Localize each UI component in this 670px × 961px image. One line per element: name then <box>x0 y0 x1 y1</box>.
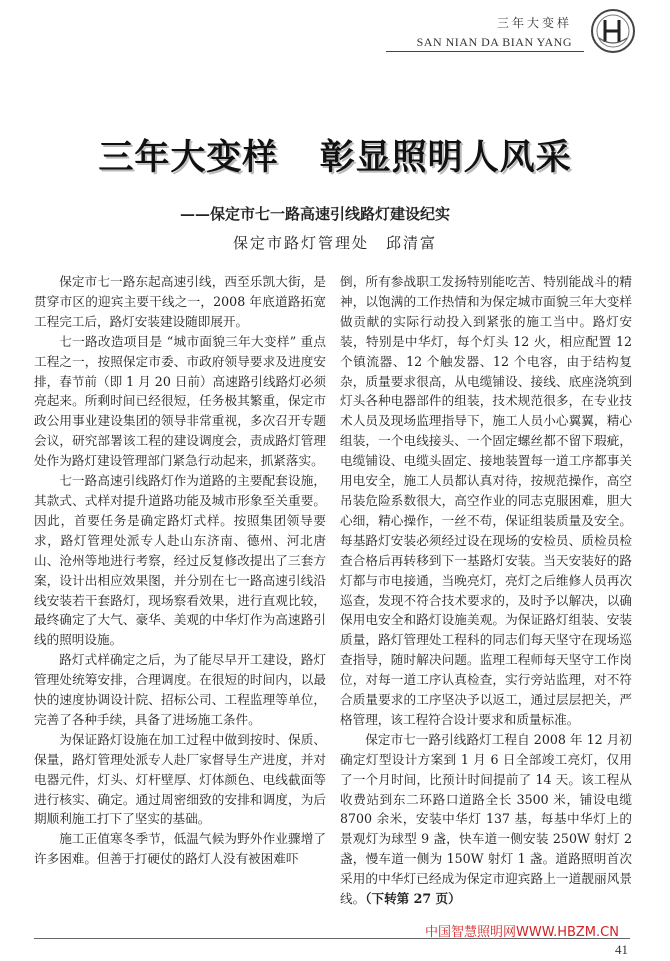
paragraph: 七一路改造项目是 “城市面貌三年大变样” 重点工程之一，按照保定市委、市政府领导要求及进度安排，春节前（即 1 月 20 日前）高速路引线路灯必须亮起来。所剩时间已经很短，任务极其繁重，保定市政公用事业建设集团的领导非常重视，多次召开专题会议，研究部署该工程的建设调度会，责成路灯管理处作为路灯建设管理部门紧急行动起来，抓紧落实。 <box>34 333 326 469</box>
left-column <box>34 272 326 869</box>
title-part-1: 三年大变样 <box>98 138 279 178</box>
watermark-url: 中国智慧照明网WWW.HBZM.CN <box>425 925 619 940</box>
page-number: 41 <box>615 942 628 957</box>
section-title-en: SAN NIAN DA BIAN YANG <box>416 35 572 49</box>
paragraph-text: 保定市七一路引线路灯工程自 2008 年 12 月初确定灯型设计方案到 1 月 6 日全部竣工亮灯，仅用了一个月时间，比预计时间提前了 14 天。该工程从收费站到东二环路口道路全长 3500 米，铺设电缆 8700 余米，安装中华灯 137 基，每基中华灯上的景观灯为球型 9 盏，快车道一侧安装 250W 射灯 2 盏，慢车道一侧为 150W 射灯 1 盏。道路照明首次采用的中华灯已经成为保定市迎宾路上一道靓丽风景线。 <box>340 731 632 907</box>
article-title <box>0 130 670 180</box>
title-part-2: 彰显照明人风采 <box>319 138 572 178</box>
magazine-logo-icon <box>590 8 636 54</box>
running-header <box>384 6 644 54</box>
header-rule <box>386 51 584 52</box>
paragraph-continued: 倒，所有参战职工发扬特别能吃苦、特别能战斗的精神，以饱满的工作热情和为保定城市面貌三年大变样做贡献的实际行动投入到紧张的施工当中。路灯安装，特别是中华灯，每个灯头 12 火，相应配置 12 个镇流器、12 个触发器、12 个电容，由于结构复杂，质量要求很高，从电缆铺设、接线、底座浇筑到灯头各种电器部件的组装，技术规范很多，在专业技术人员及现场监理指导下，施工人员小心翼翼，精心组装，一个电线接头、一个固定螺丝都不留下瑕疵，电缆铺设、电缆头固定、接地装置每一道工序都事关用电安全，施工人员都认真对待，按规范操作，高空吊装危险系数很大，高空作业的同志克服困难，胆大心细，精心操作，一丝不苟，保证组装质量及安全。每基路灯安装必须经过设在现场的安检员、质检员检查合格后再转移到下一基路灯安装。当天安装好的路灯都与市电接通，当晚亮灯，亮灯之后维修人员再次巡查，发现不符合技术要求的，及时予以解决，以确保用电安全和路灯设施美观。为保证路灯组装、安装质量，路灯管理处工程科的同志们每天坚守在现场巡查指导，随时解决问题。监理工程师每天坚守工作岗位，对每一道工序认真检查，实行旁站监理，对不符合质量要求的工序坚决予以返工，通过层层把关，严格管理，该工程符合设计要求和质量标准。 <box>340 274 632 727</box>
article-author: 保定市路灯管理处 邱清富 <box>232 234 437 252</box>
article-subtitle: ——保定市七一路高速引线路灯建设纪实 <box>180 205 451 223</box>
right-column <box>340 272 632 909</box>
paragraph: 施工正值寒冬季节，低温气候为野外作业骤增了许多困难。但善于打硬仗的路灯人没有被困难吓 <box>34 831 326 867</box>
continued-note: （下转第 27 页） <box>365 891 461 907</box>
footer-rule <box>34 938 630 939</box>
paragraph: 保定市七一路东起高速引线，西至乐凯大街，是贯穿市区的迎宾主要干线之一，2008 年底道路拓宽工程完工后，路灯安装建设随即展开。 <box>34 274 326 329</box>
paragraph: 为保证路灯设施在加工过程中做到按时、保质、保量，路灯管理处派专人赴厂家督导生产进度，并对电器元件，灯头、灯杆壁厚、灯体颜色、电线截面等进行核实、确定。通过周密细致的安排和调度，为后期顺利施工打下了坚实的基础。 <box>34 731 326 827</box>
paragraph: 七一路高速引线路灯作为道路的主要配套设施，其款式、式样对提升道路功能及城市形象至关重要。因此，首要任务是确定路灯式样。按照集团领导要求，路灯管理处派专人赴山东济南、德州、河北唐山、沧州等地进行考察，经过反复修改提出了三套方案，设计出相应效果图，并分别在七一路高速引线沿线安装若干套路灯，现场察看效果，进行直观比较，最终确定了大气、豪华、美观的中华灯作为高速路引线的照明设施。 <box>34 473 326 648</box>
section-title-cn: 三年大变样 <box>496 16 572 30</box>
paragraph: 路灯式样确定之后，为了能尽早开工建设，路灯管理处统筹安排，合理调度。在很短的时间内，以最快的速度协调设计院、招标公司、工程监理等单位，完善了各种手续，具备了进场施工条件。 <box>34 652 326 727</box>
paragraph <box>340 730 632 909</box>
